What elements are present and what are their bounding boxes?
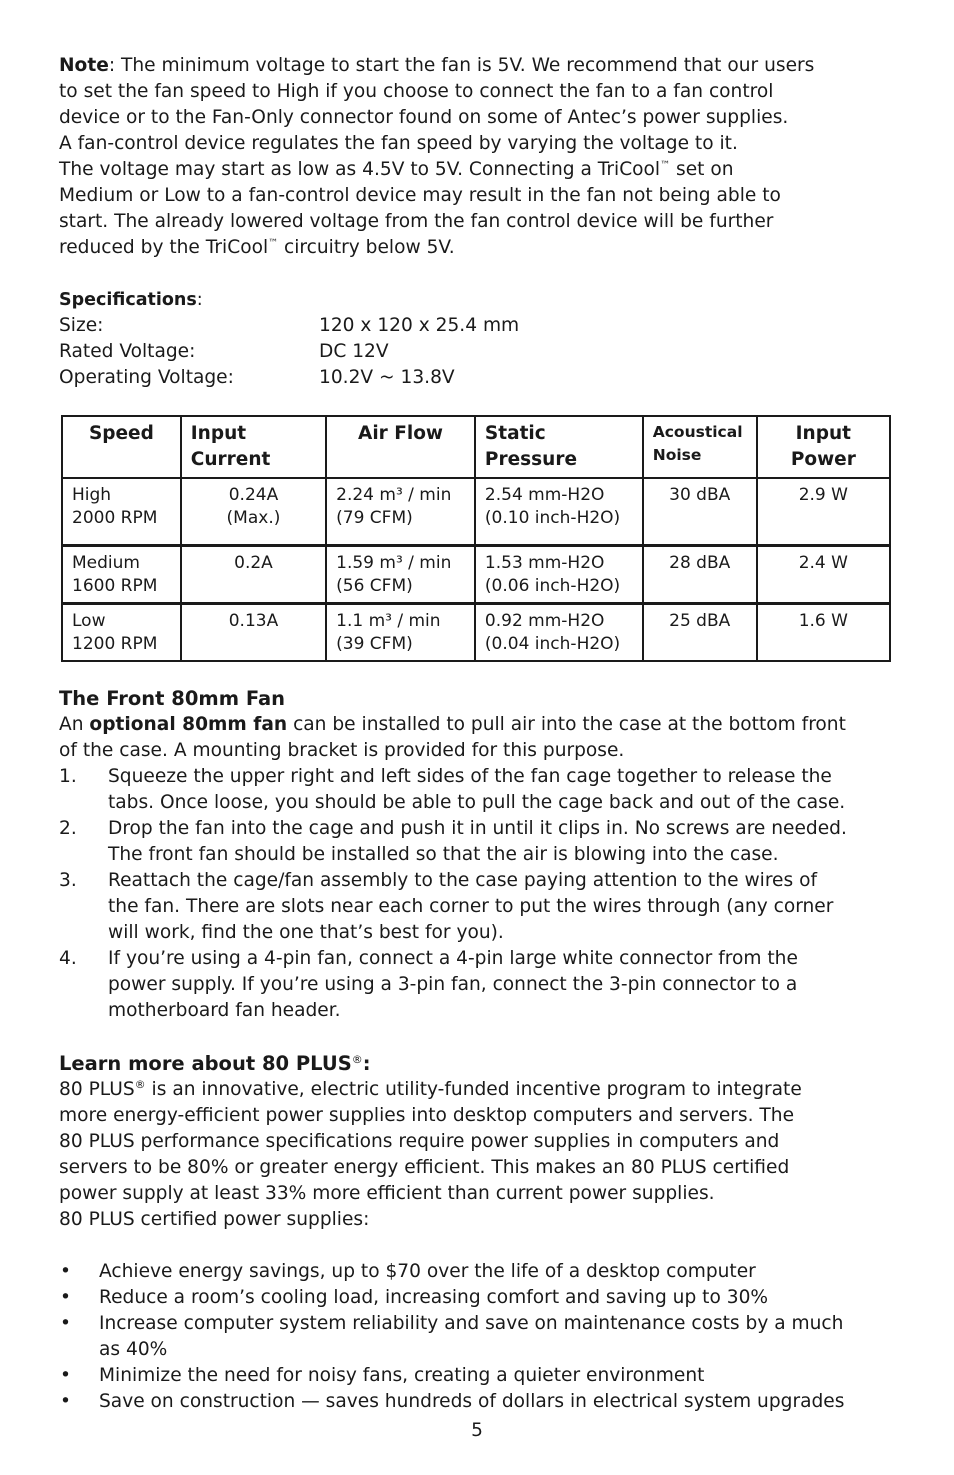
page-number: 5: [471, 1420, 483, 1441]
header-input-power: Input Power: [757, 416, 890, 478]
list-item: • Achieve energy savings, up to $70 over the life of a desktop computer: [59, 1259, 899, 1285]
bullet-icon: •: [60, 1391, 71, 1412]
front-fan-section: [59, 686, 899, 1024]
note-line: Medium or Low to a fan-control device may result in the fan not being able to: [59, 185, 781, 206]
benefits-list: [59, 1259, 899, 1415]
list-item: 3. Reattach the cage/fan assembly to the case paying attention to the wires of the fan. There are slots near each corner to put the wires through (any corner will work, find the one that’s best for you).: [59, 870, 834, 943]
optional-fan-emphasis: optional 80mm fan: [89, 714, 288, 735]
manual-page: [59, 53, 899, 1415]
trademark-symbol: ™: [660, 160, 671, 171]
cell-speed: Medium 1600 RPM: [62, 546, 181, 604]
cell-air-flow: 1.59 m³ / min (56 CFM): [326, 546, 475, 604]
80-plus-heading: Learn more about 80 PLUS®:: [59, 1052, 371, 1075]
note-line: A fan-control device regulates the fan speed by varying the voltage to it.: [59, 133, 738, 154]
cell-noise: 30 dBA: [643, 478, 757, 546]
note-line: Note: The minimum voltage to start the fan is 5V. We recommend that our users: [59, 55, 815, 76]
front-fan-heading: The Front 80mm Fan: [59, 687, 286, 710]
table-header-row: [62, 416, 890, 478]
registered-symbol: ®: [351, 1053, 363, 1066]
header-input-current: Input Current: [181, 416, 326, 478]
spec-row-operating-voltage: Operating Voltage: 10.2V ~ 13.8V: [59, 367, 455, 388]
specifications-block: [59, 287, 899, 391]
cell-air-flow: 2.24 m³ / min (79 CFM): [326, 478, 475, 546]
80-plus-section: [59, 1051, 899, 1415]
cell-pressure: 2.54 mm-H2O (0.10 inch-H2O): [475, 478, 643, 546]
cell-air-flow: 1.1 m³ / min (39 CFM): [326, 604, 475, 662]
note-label: Note: [59, 55, 109, 76]
list-item: 4. If you’re using a 4-pin fan, connect a 4-pin large white connector from the power supply. If you’re using a 3-pin fan, connect the 3-pin connector to a motherboard fan header.: [59, 948, 798, 1021]
note-line: reduced by the TriCool™ circuitry below 5V.: [59, 237, 455, 258]
spec-row-size: Size: 120 x 120 x 25.4 mm: [59, 315, 520, 336]
header-air-flow: Air Flow: [326, 416, 475, 478]
cell-pressure: 1.53 mm-H2O (0.06 inch-H2O): [475, 546, 643, 604]
list-item: • Reduce a room’s cooling load, increasing comfort and saving up to 30%: [59, 1285, 899, 1311]
bullet-icon: •: [60, 1365, 71, 1386]
note-line: The voltage may start as low as 4.5V to 5V. Connecting a TriCool™ set on: [59, 159, 734, 180]
trademark-symbol: ™: [268, 238, 279, 249]
list-item: • Minimize the need for noisy fans, creating a quieter environment: [59, 1363, 899, 1389]
note-line: device or to the Fan-Only connector found on some of Antec’s power supplies.: [59, 107, 789, 128]
cell-power: 1.6 W: [757, 604, 890, 662]
bullet-icon: •: [60, 1287, 71, 1308]
note-line: to set the fan speed to High if you choose to connect the fan to a fan control: [59, 81, 774, 102]
note-line: start. The already lowered voltage from the fan control device will be further: [59, 211, 774, 232]
registered-symbol: ®: [134, 1078, 146, 1091]
bullet-icon: •: [60, 1261, 71, 1282]
front-fan-intro: An optional 80mm fan can be installed to pull air into the case at the bottom front of the case. A mounting bracket is provided for this purpose.: [59, 714, 846, 761]
list-item: 2. Drop the fan into the cage and push it in until it clips in. No screws are needed. The front fan should be installed so that the air is blowing into the case.: [59, 818, 847, 865]
list-item: • Increase computer system reliability and save on maintenance costs by a much as 40%: [59, 1311, 899, 1363]
80-plus-paragraph: 80 PLUS® is an innovative, electric utility-funded incentive program to integrate more energy-efficient power supplies into desktop computers and servers. The 80 PLUS performance specifications require power supplies in computers and servers to be 80% or greater energy efficient. This makes an 80 PLUS certified power supply at least 33% more efficient than current power supplies. 80 PLUS certified power supplies:: [59, 1078, 802, 1230]
table-row: [62, 478, 890, 546]
note-paragraph: [59, 53, 899, 261]
list-item: 1. Squeeze the upper right and left sides of the fan cage together to release the tabs. Once loose, you should be able to pull the cage back and out of the case.: [59, 766, 846, 813]
table-row: [62, 604, 890, 662]
cell-pressure: 0.92 mm-H2O (0.04 inch-H2O): [475, 604, 643, 662]
cell-speed: High 2000 RPM: [62, 478, 181, 546]
cell-current: 0.2A: [181, 546, 326, 604]
installation-steps: [59, 764, 899, 1024]
list-item: • Save on construction — saves hundreds of dollars in electrical system upgrades: [59, 1389, 899, 1415]
cell-power: 2.9 W: [757, 478, 890, 546]
bullet-icon: •: [60, 1313, 71, 1334]
spec-row-rated-voltage: Rated Voltage: DC 12V: [59, 341, 389, 362]
cell-noise: 28 dBA: [643, 546, 757, 604]
cell-power: 2.4 W: [757, 546, 890, 604]
header-static-pressure: Static Pressure: [475, 416, 643, 478]
cell-speed: Low 1200 RPM: [62, 604, 181, 662]
table-row: [62, 546, 890, 604]
fan-performance-table: [61, 415, 891, 662]
header-acoustical-noise: Acoustical Noise: [643, 416, 757, 478]
cell-noise: 25 dBA: [643, 604, 757, 662]
specifications-title: Specifications:: [59, 290, 203, 310]
cell-current: 0.13A: [181, 604, 326, 662]
cell-current: 0.24A (Max.): [181, 478, 326, 546]
header-speed: Speed: [62, 416, 181, 478]
